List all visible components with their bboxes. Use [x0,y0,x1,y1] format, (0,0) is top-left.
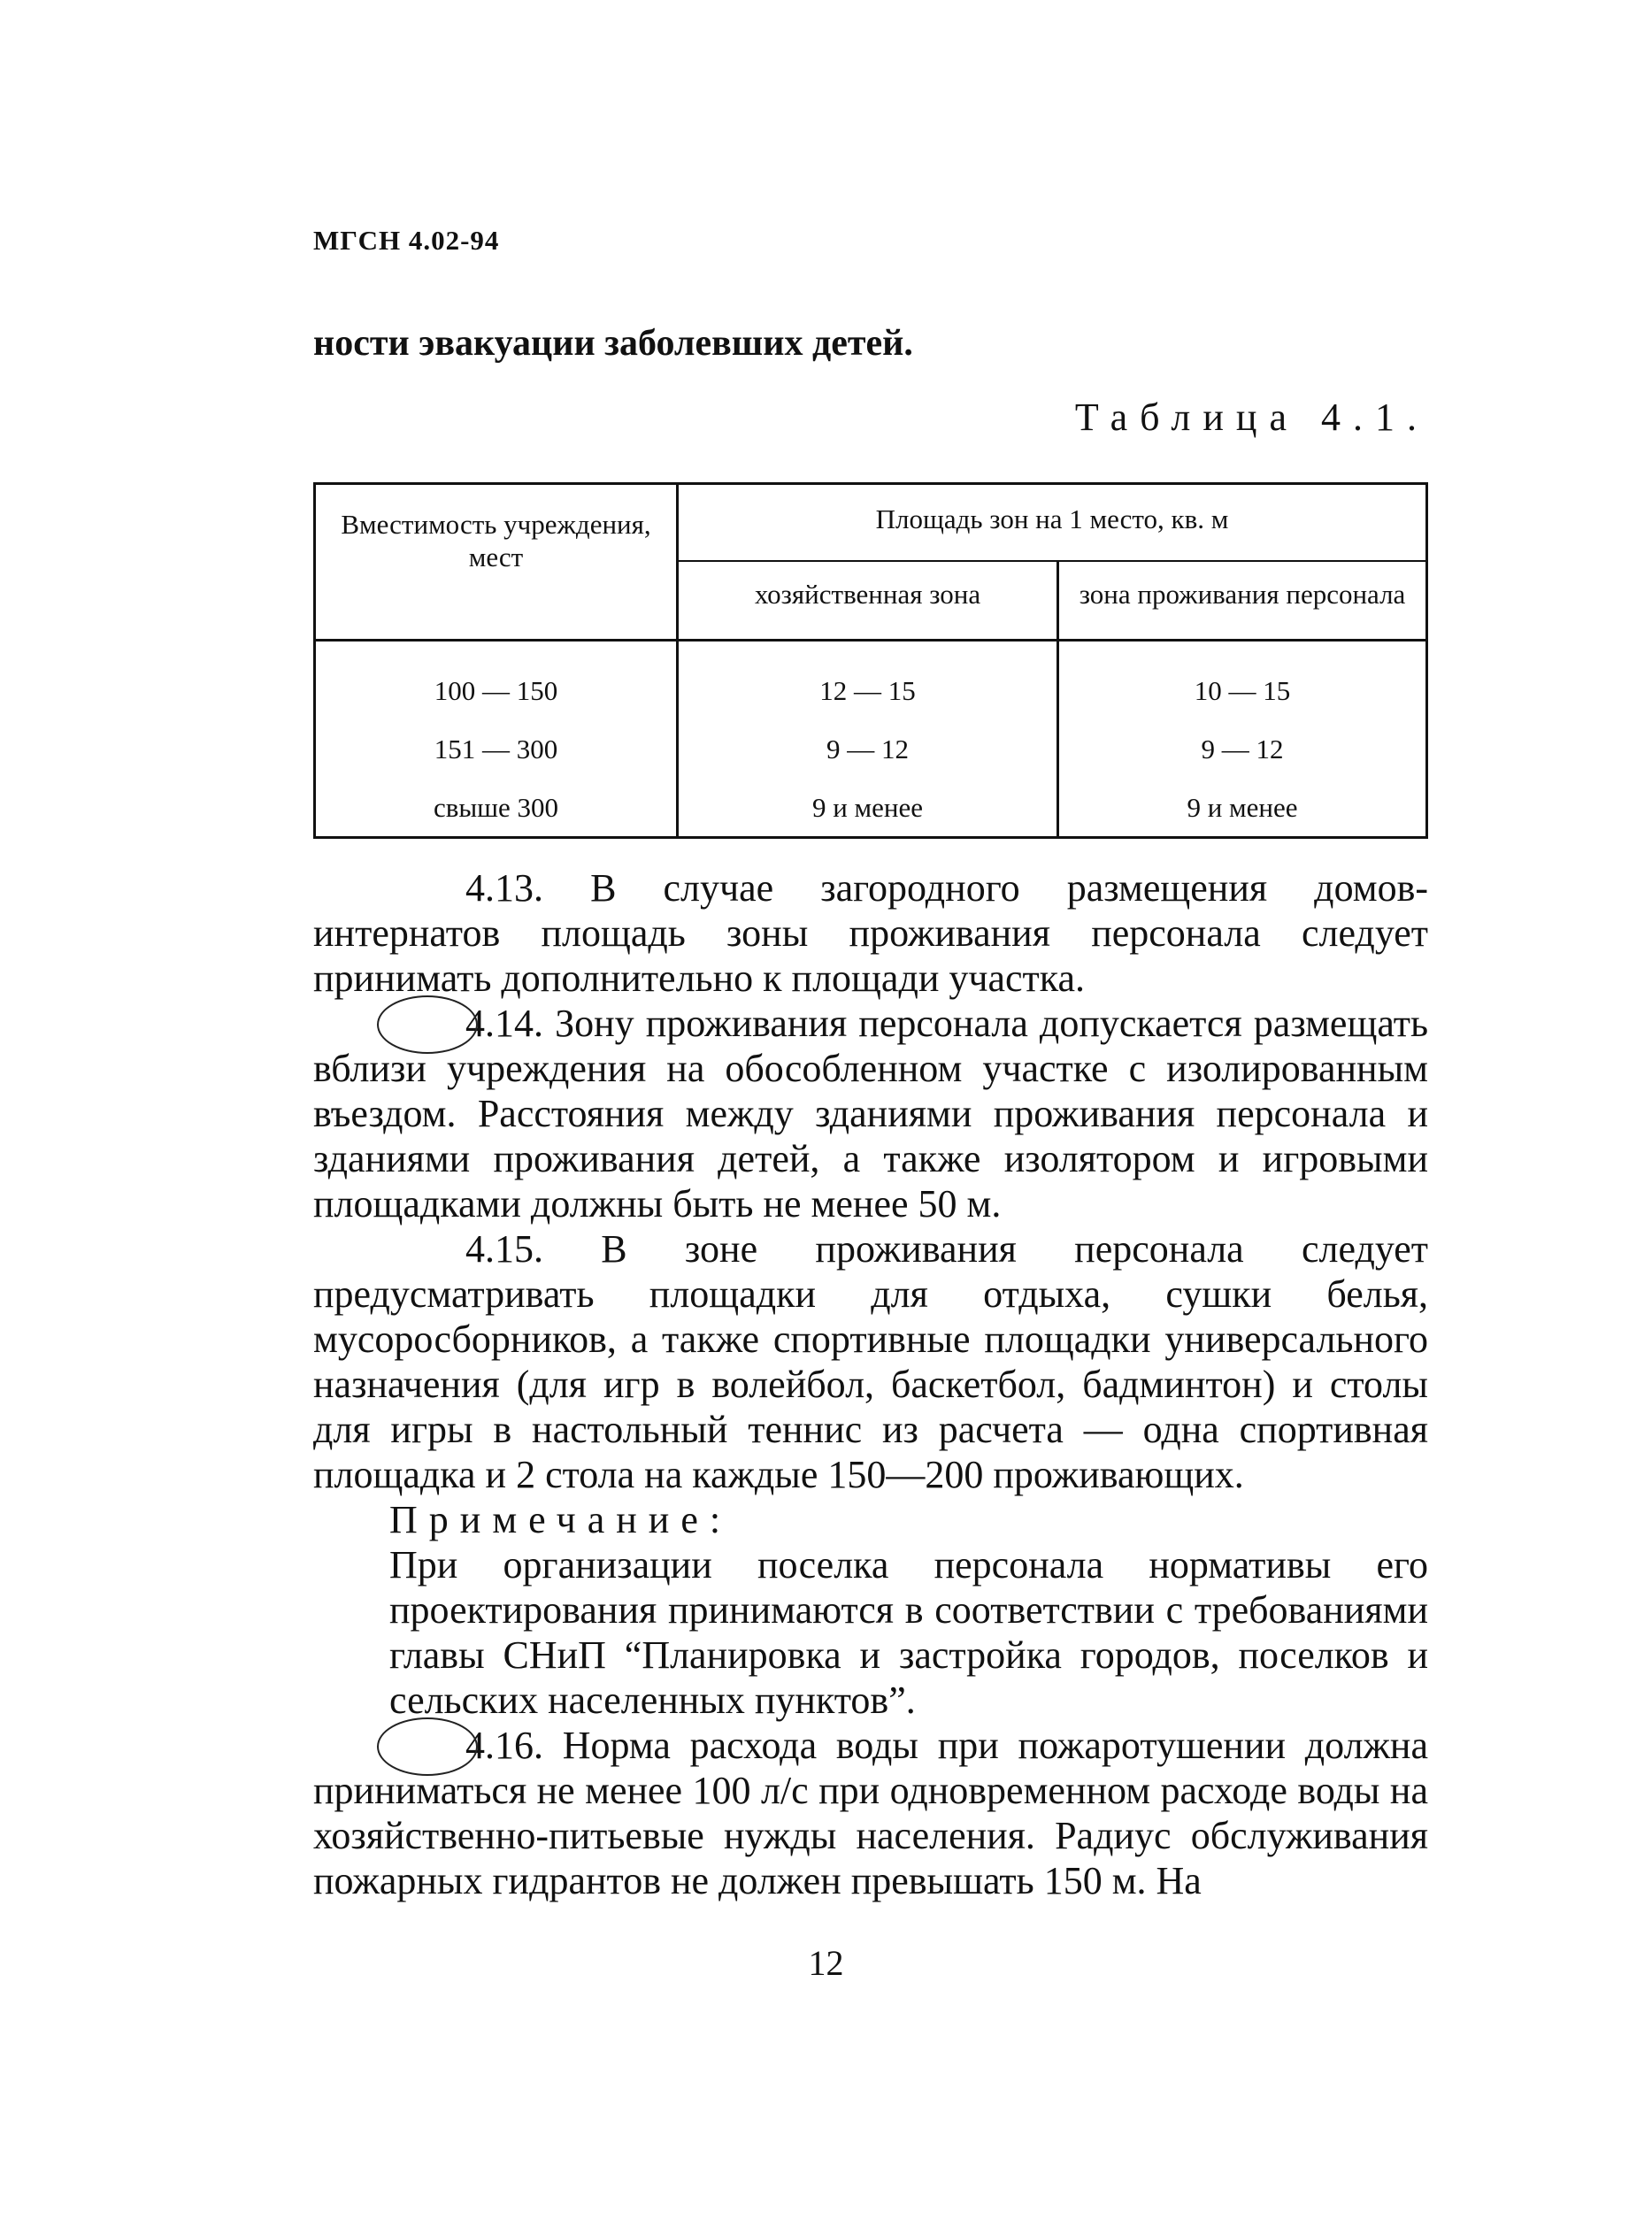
clause-number-circled: 4.16. [389,1723,543,1768]
table-caption: Таблица 4.1. [1074,396,1429,439]
clause-text: В случае загородного размещения домов-интернатов площадь зоны проживания персонала следует принимать дополнительно к площади участка. [313,866,1428,1000]
col-capacity-header: Вместимость учреждения, мест [315,484,678,641]
paragraph-4-15 [313,1226,1428,1497]
table-cell: 10 — 15 [1058,641,1427,720]
clause-text: Зону проживания персонала допускается размещать вблизи учреждения на обособленном участке с изолированным въездом. Расстояния между зданиями проживания персонала и зданиями проживания детей, а также изолятором и игровыми площадками должны быть не менее 50 м. [313,1002,1429,1225]
table-cell: 100 — 150 [315,641,678,720]
table-row [315,719,1427,778]
page-number: 12 [808,1943,844,1983]
note-title: Примечание: [389,1498,733,1541]
table-cell: 9 и менее [678,778,1058,838]
table-row [315,641,1427,720]
col-staff-zone-header: зона проживания персонала [1058,561,1427,641]
paragraph-4-13 [313,865,1428,1001]
hand-drawn-circle-mark [377,1717,478,1776]
zones-table [313,482,1428,839]
table-cell: 151 — 300 [315,719,678,778]
clause-text: В зоне проживания персонала следует предусматривать площадки для отдыха, сушки белья, мусоросборников, а также спортивные площадки универсального назначения (для игр в волейбол, баскетбол, бадминтон) и столы для игры в настольный теннис из расчета — одна спортивная площадка и 2 стола на каждые 150—200 проживающих. [313,1227,1429,1496]
clause-number-circled: 4.14. [389,1001,543,1046]
table-cell: 9 и менее [1058,778,1427,838]
table-cell: 12 — 15 [678,641,1058,720]
clause-number: 4.15. [465,1227,543,1271]
note-text: При организации поселка персонала нормативы его проектирования принимаются в соответствии с требованиями главы СНиП “Планировка и застройка городов, поселков и сельских населенных пунктов”. [389,1543,1428,1722]
document-header: МГСН 4.02-94 [313,225,500,256]
clause-text: Норма расхода воды при пожаротушении должна приниматься не менее 100 л/с при одновременном расходе воды на хозяйственно-питьевые нужды населения. Радиус обслуживания пожарных гидрантов не должен превышать 150 м. На [313,1724,1429,1902]
body-text [313,865,1428,1903]
continuation-text: ности эвакуации заболевших детей. [313,323,913,364]
group-area-header: Площадь зон на 1 место, кв. м [678,484,1427,562]
col-household-zone-header: хозяйственная зона [678,561,1058,641]
hand-drawn-circle-mark [377,995,478,1054]
table-cell: 9 — 12 [678,719,1058,778]
clause-number: 4.13. [465,866,543,910]
paragraph-4-14 [313,1001,1428,1226]
table-cell: 9 — 12 [1058,719,1427,778]
table-cell: свыше 300 [315,778,678,838]
paragraph-4-16 [313,1723,1428,1903]
table-row [315,778,1427,838]
